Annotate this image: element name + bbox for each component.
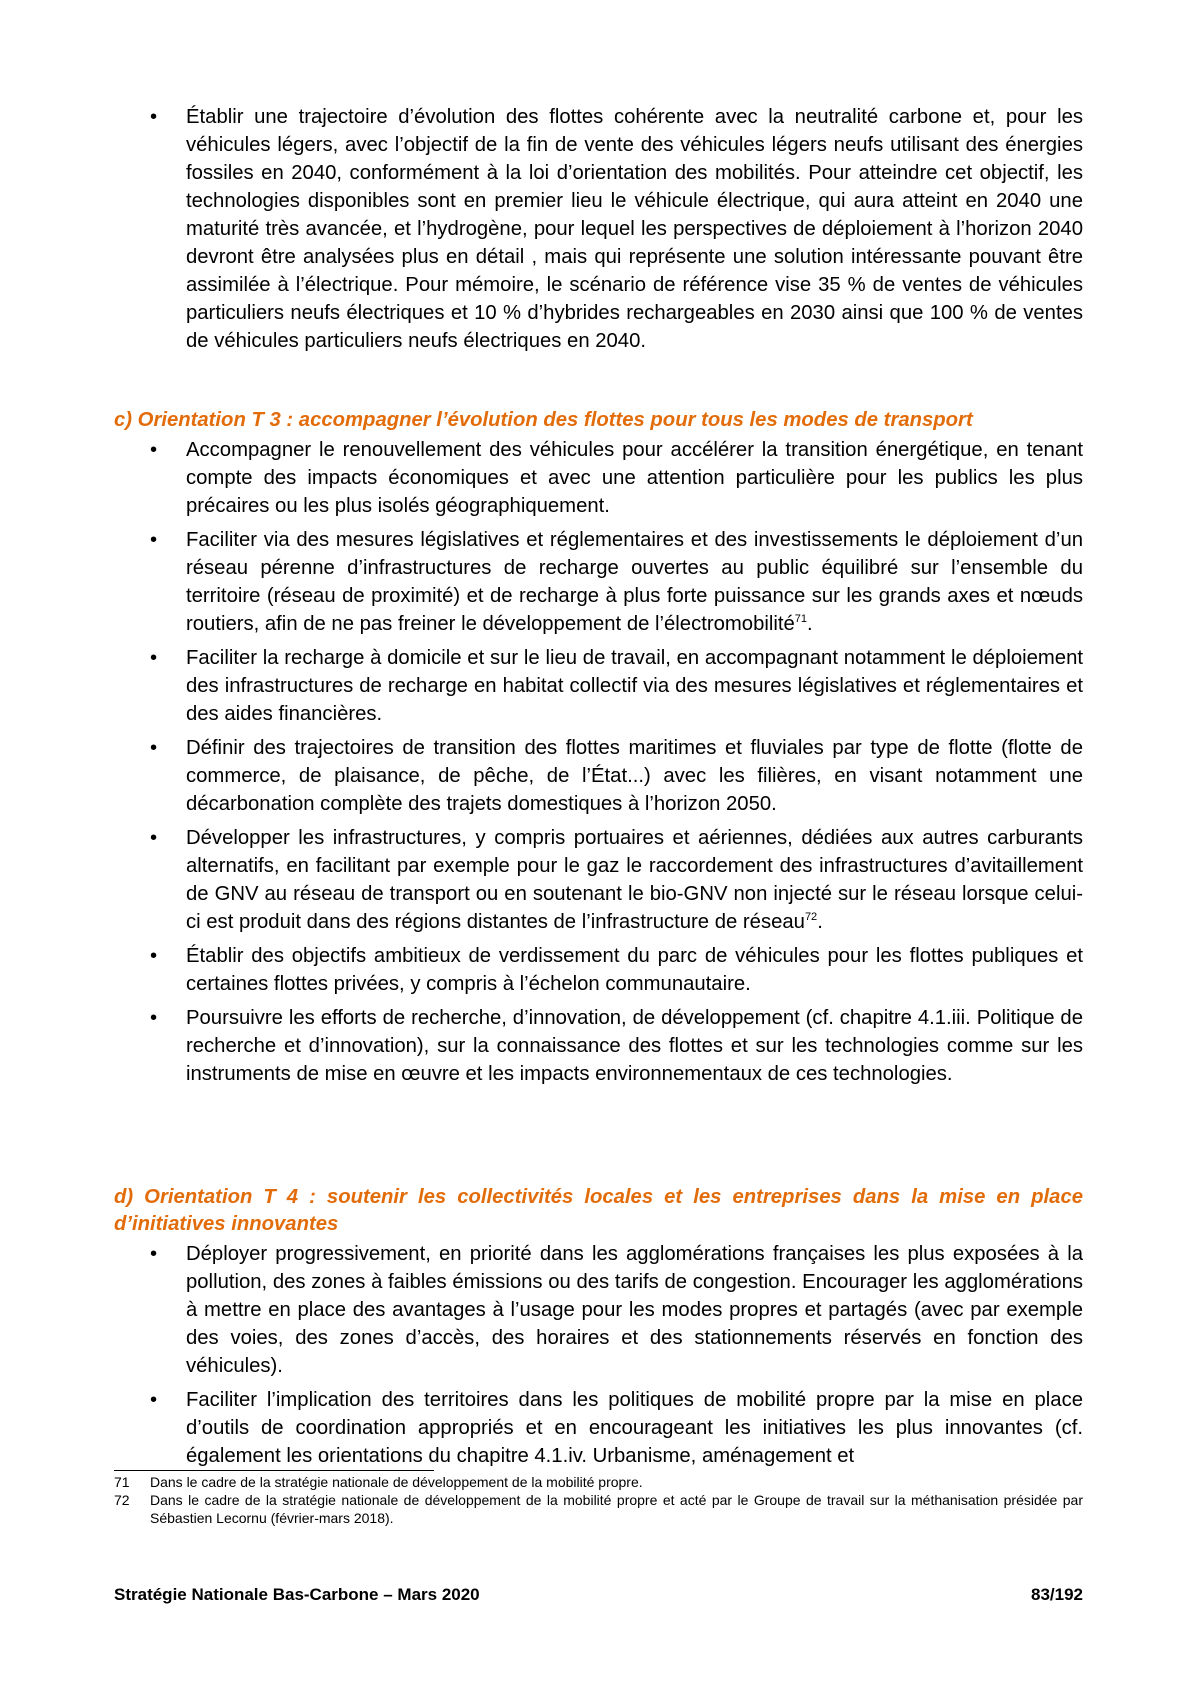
bullet-text: Développer les infrastructures, y compris portuaires et aériennes, dédiées aux autres carburants alternatifs, en facilitant par exemple pour le gaz le raccordement des infrastructures d’avitaillement de GNV au réseau de transport ou en soutenant le bio-GNV non injecté sur le réseau lorsque celui-ci est produit dans des régions distantes de l’infrastructure de réseau (186, 827, 1083, 933)
footnote-ref-71[interactable]: 71 (794, 613, 808, 626)
bullet-icon: • (150, 529, 158, 551)
bullet-text: Poursuivre les efforts de recherche, d’innovation, de développement (cf. chapitre 4.1.iii. Politique de recherche et d’innovation), sur la connaissance des flottes et sur les technologies comme sur les instruments de mise en œuvre et les impacts environnementaux de ces technologies. (186, 1007, 1083, 1085)
list-item (0, 1240, 1083, 1380)
bullet-icon: • (150, 737, 158, 759)
section-d-heading: d) Orientation T 4 : soutenir les collectivités locales et les entreprises dans la mise en place d’initiatives innovantes (114, 1186, 1083, 1235)
list-item (0, 103, 1083, 355)
footnote-text: Dans le cadre de la stratégie nationale de développement de la mobilité propre. (150, 1474, 643, 1490)
footnote-ref-72[interactable]: 72 (804, 911, 818, 924)
page-footer (114, 1585, 1083, 1609)
intro-bullet-list (0, 103, 1190, 361)
bullet-text: Définir des trajectoires de transition des flottes maritimes et fluviales par type de flotte (flotte de commerce, de plaisance, de pêche, de l’État...) avec les filières, en visant notamment une décarbonation complète des trajets domestiques à l’horizon 2050. (186, 737, 1083, 815)
bullet-text: Accompagner le renouvellement des véhicules pour accélérer la transition énergétique, en tenant compte des impacts économiques et avec une attention particulière pour les publics les plus précaires ou les plus isolés géographiquement. (186, 439, 1083, 517)
bullet-icon: • (150, 1389, 158, 1411)
bullet-icon: • (150, 647, 158, 669)
list-item (0, 824, 1083, 936)
bullet-text: Faciliter la recharge à domicile et sur le lieu de travail, en accompagnant notamment le déploiement des infrastructures de recharge en habitat collectif via des mesures législatives et réglementaires et des aides financières. (186, 647, 1083, 725)
list-item (0, 526, 1083, 638)
footer-title: Stratégie Nationale Bas-Carbone – Mars 2020 (114, 1585, 480, 1604)
bullet-text: Déployer progressivement, en priorité dans les agglomérations françaises les plus exposées à la pollution, des zones à faibles émissions ou des tarifs de congestion. Encourager les agglomérations à mettre en place des avantages à l’usage pour les modes propres et partagés (avec par exemple des voies, des zones d’accès, des horaires et des stationnements réservés en fonction des véhicules). (186, 1243, 1083, 1377)
bullet-icon: • (150, 1007, 158, 1029)
list-item (0, 644, 1083, 728)
footnote-number: 72 (114, 1492, 130, 1508)
list-item (0, 1386, 1083, 1470)
footnote-text: Dans le cadre de la stratégie nationale de développement de la mobilité propre et acté par le Groupe de travail sur la méthanisation présidée par Sébastien Lecornu (février-mars 2018). (150, 1492, 1083, 1526)
bullet-tail: . (817, 911, 823, 933)
list-item (0, 734, 1083, 818)
bullet-text: Établir des objectifs ambitieux de verdissement du parc de véhicules pour les flottes publiques et certaines flottes privées, y compris à l’échelon communautaire. (186, 945, 1083, 995)
footnote-separator (114, 1470, 434, 1471)
list-item (0, 942, 1083, 998)
footnote-number: 71 (114, 1474, 130, 1490)
bullet-icon: • (150, 827, 158, 849)
list-item (0, 1004, 1083, 1088)
bullet-tail: . (807, 613, 813, 635)
list-item (0, 436, 1083, 520)
bullet-icon: • (150, 1243, 158, 1265)
section-c-bullet-list (0, 436, 1190, 1094)
footnote-72 (114, 1491, 1083, 1527)
section-c-heading: c) Orientation T 3 : accompagner l’évolution des flottes pour tous les modes de transport (114, 409, 973, 431)
page-number: 83/192 (1031, 1585, 1083, 1604)
bullet-text: Faciliter l’implication des territoires dans les politiques de mobilité propre par la mise en place d’outils de coordination appropriés et en encourageant les initiatives les plus innovantes (cf. également les orientations du chapitre 4.1.iv. Urbanisme, aménagement et (186, 1389, 1083, 1467)
footnote-71 (114, 1473, 1083, 1491)
bullet-icon: • (150, 945, 158, 967)
bullet-text: Établir une trajectoire d’évolution des flottes cohérente avec la neutralité carbone et, pour les véhicules légers, avec l’objectif de la fin de vente des véhicules légers neufs utilisant des énergies fossiles en 2040, conformément à la loi d’orientation des mobilités. Pour atteindre cet objectif, les technologies disponibles sont en premier lieu le véhicule électrique, qui aura atteint en 2040 une maturité très avancée, et l’hydrogène, pour lequel les perspectives de déploiement à l’horizon 2040 devront être analysées plus en détail , mais qui représente une solution intéressante pouvant être assimilée à l’électrique. Pour mémoire, le scénario de référence vise 35 % de ventes de véhicules particuliers neufs électriques et 10 % d’hybrides rechargeables en 2030 ainsi que 100 % de ventes de véhicules particuliers neufs électriques en 2040. (186, 106, 1083, 352)
bullet-text: Faciliter via des mesures législatives et réglementaires et des investissements le déploiement d’un réseau pérenne d’infrastructures de recharge ouvertes au public équilibré sur l’ensemble du territoire (réseau de proximité) et de recharge à plus forte puissance sur les grands axes et nœuds routiers, afin de ne pas freiner le développement de l’électromobilité (186, 529, 1083, 635)
footnote-list (114, 1473, 1083, 1527)
bullet-icon: • (150, 439, 158, 461)
bullet-icon: • (150, 106, 158, 128)
section-d-bullet-list (0, 1240, 1190, 1476)
